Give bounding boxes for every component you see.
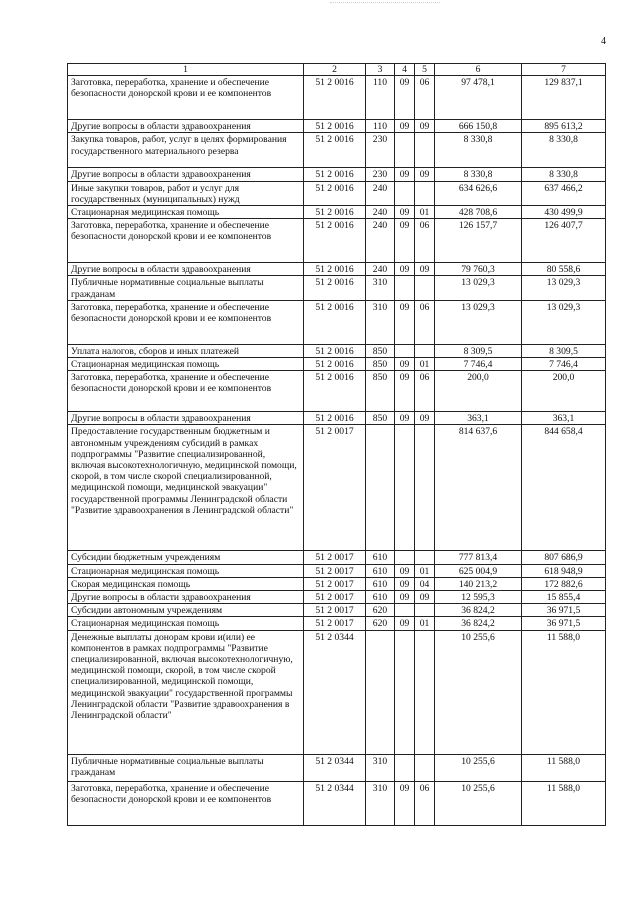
table-row xyxy=(68,754,606,781)
expense-type-code: 240 xyxy=(366,181,395,205)
subsection-code: 09 xyxy=(415,591,435,604)
subsection-code xyxy=(415,551,435,564)
subsection-code xyxy=(415,133,435,168)
subsection-code: 01 xyxy=(415,564,435,577)
amount-year-2: 15 855,4 xyxy=(522,591,606,604)
expense-type-code: 240 xyxy=(366,219,395,263)
row-name: Заготовка, переработка, хранение и обеспечение безопасности донорской крови и ее компонентов xyxy=(68,371,304,412)
row-name: Стационарная медицинская помощь xyxy=(68,358,304,371)
section-code xyxy=(395,425,415,551)
table-row xyxy=(68,263,606,276)
amount-year-2: 11 588,0 xyxy=(522,630,606,754)
section-code: 09 xyxy=(395,564,415,577)
section-code: 09 xyxy=(395,412,415,425)
header-col-4: 4 xyxy=(395,64,415,76)
target-article-code: 51 2 0017 xyxy=(304,551,366,564)
expense-type-code: 610 xyxy=(366,577,395,590)
section-code xyxy=(395,181,415,205)
section-code: 09 xyxy=(395,577,415,590)
section-code: 09 xyxy=(395,358,415,371)
amount-year-2: 430 499,9 xyxy=(522,206,606,219)
amount-year-2: 8 309,5 xyxy=(522,344,606,357)
amount-year-2: 36 971,5 xyxy=(522,617,606,630)
subsection-code: 06 xyxy=(415,76,435,120)
table-row xyxy=(68,604,606,617)
amount-year-1: 363,1 xyxy=(435,412,522,425)
amount-year-1: 7 746,4 xyxy=(435,358,522,371)
row-name: Стационарная медицинская помощь xyxy=(68,206,304,219)
expense-type-code: 620 xyxy=(366,617,395,630)
subsection-code: 01 xyxy=(415,206,435,219)
expense-type-code: 230 xyxy=(366,133,395,168)
amount-year-2: 11 588,0 xyxy=(522,781,606,825)
amount-year-2: 618 948,9 xyxy=(522,564,606,577)
row-name: Субсидии автономным учреждениям xyxy=(68,604,304,617)
amount-year-1: 634 626,6 xyxy=(435,181,522,205)
amount-year-1: 200,0 xyxy=(435,371,522,412)
subsection-code: 06 xyxy=(415,300,435,344)
table-row xyxy=(68,617,606,630)
section-code: 09 xyxy=(395,168,415,181)
target-article-code: 51 2 0016 xyxy=(304,371,366,412)
subsection-code: 09 xyxy=(415,412,435,425)
target-article-code: 51 2 0017 xyxy=(304,604,366,617)
target-article-code: 51 2 0016 xyxy=(304,219,366,263)
subsection-code xyxy=(415,425,435,551)
expense-type-code xyxy=(366,630,395,754)
amount-year-1: 428 708,6 xyxy=(435,206,522,219)
target-article-code: 51 2 0016 xyxy=(304,300,366,344)
amount-year-1: 10 255,6 xyxy=(435,630,522,754)
table-row xyxy=(68,591,606,604)
target-article-code: 51 2 0016 xyxy=(304,76,366,120)
amount-year-2: 895 613,2 xyxy=(522,120,606,133)
amount-year-2: 126 407,7 xyxy=(522,219,606,263)
amount-year-1: 8 330,8 xyxy=(435,168,522,181)
table-row xyxy=(68,564,606,577)
row-name: Публичные нормативные социальные выплаты гражданам xyxy=(68,754,304,781)
table-row xyxy=(68,630,606,754)
row-name: Скорая медицинская помощь xyxy=(68,577,304,590)
subsection-code xyxy=(415,630,435,754)
section-code: 09 xyxy=(395,206,415,219)
amount-year-1: 10 255,6 xyxy=(435,781,522,825)
table-row xyxy=(68,371,606,412)
row-name: Иные закупки товаров, работ и услуг для государственных (муниципальных) нужд xyxy=(68,181,304,205)
target-article-code: 51 2 0016 xyxy=(304,358,366,371)
header-col-2: 2 xyxy=(304,64,366,76)
subsection-code xyxy=(415,604,435,617)
amount-year-2: 80 558,6 xyxy=(522,263,606,276)
table-row xyxy=(68,76,606,120)
subsection-code: 01 xyxy=(415,358,435,371)
amount-year-2: 7 746,4 xyxy=(522,358,606,371)
section-code xyxy=(395,133,415,168)
section-code xyxy=(395,604,415,617)
table-row xyxy=(68,781,606,825)
header-col-1: 1 xyxy=(68,64,304,76)
table-row xyxy=(68,133,606,168)
row-name: Заготовка, переработка, хранение и обеспечение безопасности донорской крови и ее компонентов xyxy=(68,300,304,344)
table-row xyxy=(68,181,606,205)
row-name: Другие вопросы в области здравоохранения xyxy=(68,412,304,425)
header-col-5: 5 xyxy=(415,64,435,76)
header-col-3: 3 xyxy=(366,64,395,76)
row-name: Уплата налогов, сборов и иных платежей xyxy=(68,344,304,357)
table-row xyxy=(68,344,606,357)
subsection-code xyxy=(415,754,435,781)
amount-year-1: 8 330,8 xyxy=(435,133,522,168)
target-article-code: 51 2 0017 xyxy=(304,425,366,551)
subsection-code: 01 xyxy=(415,617,435,630)
table-row xyxy=(68,551,606,564)
section-code: 09 xyxy=(395,591,415,604)
row-name: Заготовка, переработка, хранение и обеспечение безопасности донорской крови и ее компонентов xyxy=(68,219,304,263)
expense-type-code: 850 xyxy=(366,358,395,371)
amount-year-2: 172 882,6 xyxy=(522,577,606,590)
expense-type-code: 850 xyxy=(366,344,395,357)
amount-year-2: 807 686,9 xyxy=(522,551,606,564)
amount-year-1: 140 213,2 xyxy=(435,577,522,590)
scan-artifact xyxy=(330,2,440,5)
target-article-code: 51 2 0016 xyxy=(304,133,366,168)
target-article-code: 51 2 0016 xyxy=(304,263,366,276)
target-article-code: 51 2 0017 xyxy=(304,577,366,590)
target-article-code: 51 2 0017 xyxy=(304,617,366,630)
amount-year-1: 126 157,7 xyxy=(435,219,522,263)
row-name: Другие вопросы в области здравоохранения xyxy=(68,591,304,604)
amount-year-1: 666 150,8 xyxy=(435,120,522,133)
amount-year-1: 625 004,9 xyxy=(435,564,522,577)
row-name: Заготовка, переработка, хранение и обеспечение безопасности донорской крови и ее компонентов xyxy=(68,76,304,120)
expense-type-code: 110 xyxy=(366,120,395,133)
amount-year-1: 13 029,3 xyxy=(435,276,522,300)
expense-type-code: 110 xyxy=(366,76,395,120)
target-article-code: 51 2 0016 xyxy=(304,276,366,300)
amount-year-1: 13 029,3 xyxy=(435,300,522,344)
section-code: 09 xyxy=(395,263,415,276)
row-name: Закупка товаров, работ, услуг в целях формирования государственного материального резерва xyxy=(68,133,304,168)
amount-year-2: 129 837,1 xyxy=(522,76,606,120)
subsection-code: 09 xyxy=(415,120,435,133)
section-code: 09 xyxy=(395,120,415,133)
expense-type-code: 610 xyxy=(366,564,395,577)
amount-year-2: 200,0 xyxy=(522,371,606,412)
section-code xyxy=(395,344,415,357)
section-code: 09 xyxy=(395,781,415,825)
expense-type-code: 240 xyxy=(366,263,395,276)
table-row xyxy=(68,300,606,344)
amount-year-2: 13 029,3 xyxy=(522,300,606,344)
expense-type-code: 310 xyxy=(366,300,395,344)
subsection-code xyxy=(415,276,435,300)
subsection-code: 09 xyxy=(415,263,435,276)
subsection-code: 06 xyxy=(415,371,435,412)
section-code xyxy=(395,551,415,564)
amount-year-1: 36 824,2 xyxy=(435,617,522,630)
target-article-code: 51 2 0017 xyxy=(304,591,366,604)
amount-year-1: 10 255,6 xyxy=(435,754,522,781)
amount-year-2: 844 658,4 xyxy=(522,425,606,551)
subsection-code: 09 xyxy=(415,168,435,181)
row-name: Субсидии бюджетным учреждениям xyxy=(68,551,304,564)
row-name: Предоставление государственным бюджетным и автономным учреждениям субсидий в рамках подпрограммы "Развитие специализированной, включая высокотехнологичную, медицинской помощи, скорой, в том числе скорой специализированной, медицинской помощи, медицинской эвакуации" государственной программы Ленинградской области "Развитие здравоохранения в Ленинградской области" xyxy=(68,425,304,551)
expense-type-code: 240 xyxy=(366,206,395,219)
expense-type-code: 850 xyxy=(366,371,395,412)
table-row xyxy=(68,120,606,133)
expense-type-code: 610 xyxy=(366,551,395,564)
budget-table xyxy=(67,63,606,826)
section-code xyxy=(395,276,415,300)
amount-year-1: 8 309,5 xyxy=(435,344,522,357)
table-row xyxy=(68,577,606,590)
section-code: 09 xyxy=(395,219,415,263)
subsection-code: 06 xyxy=(415,219,435,263)
amount-year-2: 13 029,3 xyxy=(522,276,606,300)
amount-year-2: 363,1 xyxy=(522,412,606,425)
row-name: Публичные нормативные социальные выплаты гражданам xyxy=(68,276,304,300)
amount-year-1: 814 637,6 xyxy=(435,425,522,551)
expense-type-code: 310 xyxy=(366,754,395,781)
expense-type-code: 850 xyxy=(366,412,395,425)
table-row xyxy=(68,219,606,263)
amount-year-2: 637 466,2 xyxy=(522,181,606,205)
section-code xyxy=(395,754,415,781)
target-article-code: 51 2 0016 xyxy=(304,412,366,425)
table-row xyxy=(68,206,606,219)
target-article-code: 51 2 0016 xyxy=(304,168,366,181)
subsection-code: 06 xyxy=(415,781,435,825)
expense-type-code: 620 xyxy=(366,604,395,617)
row-name: Другие вопросы в области здравоохранения xyxy=(68,168,304,181)
section-code xyxy=(395,630,415,754)
row-name: Стационарная медицинская помощь xyxy=(68,617,304,630)
amount-year-2: 8 330,8 xyxy=(522,168,606,181)
section-code: 09 xyxy=(395,371,415,412)
row-name: Денежные выплаты донорам крови и(или) ее компонентов в рамках подпрограммы "Развитие специализированной, включая высокотехнологичную, медицинской помощи, скорой, в том числе скорой специализированной, медицинской помощи, медицинской эвакуации" государственной программы Ленинградской области "Развитие здравоохранения в Ленинградской области" xyxy=(68,630,304,754)
expense-type-code: 310 xyxy=(366,276,395,300)
table-row xyxy=(68,168,606,181)
expense-type-code xyxy=(366,425,395,551)
amount-year-1: 12 595,3 xyxy=(435,591,522,604)
target-article-code: 51 2 0016 xyxy=(304,344,366,357)
row-name: Стационарная медицинская помощь xyxy=(68,564,304,577)
table-row xyxy=(68,412,606,425)
amount-year-1: 36 824,2 xyxy=(435,604,522,617)
target-article-code: 51 2 0016 xyxy=(304,206,366,219)
table-body xyxy=(68,76,606,825)
expense-type-code: 610 xyxy=(366,591,395,604)
amount-year-2: 11 588,0 xyxy=(522,754,606,781)
target-article-code: 51 2 0016 xyxy=(304,181,366,205)
expense-type-code: 310 xyxy=(366,781,395,825)
table-row xyxy=(68,358,606,371)
subsection-code xyxy=(415,344,435,357)
target-article-code: 51 2 0344 xyxy=(304,781,366,825)
amount-year-2: 36 971,5 xyxy=(522,604,606,617)
row-name: Другие вопросы в области здравоохранения xyxy=(68,120,304,133)
header-col-6: 6 xyxy=(435,64,522,76)
section-code: 09 xyxy=(395,617,415,630)
subsection-code xyxy=(415,181,435,205)
header-col-7: 7 xyxy=(522,64,606,76)
target-article-code: 51 2 0016 xyxy=(304,120,366,133)
table-row xyxy=(68,425,606,551)
amount-year-1: 97 478,1 xyxy=(435,76,522,120)
amount-year-1: 79 760,3 xyxy=(435,263,522,276)
table-row xyxy=(68,276,606,300)
row-name: Другие вопросы в области здравоохранения xyxy=(68,263,304,276)
header-row xyxy=(68,64,606,76)
section-code: 09 xyxy=(395,76,415,120)
expense-type-code: 230 xyxy=(366,168,395,181)
target-article-code: 51 2 0344 xyxy=(304,754,366,781)
amount-year-2: 8 330,8 xyxy=(522,133,606,168)
subsection-code: 04 xyxy=(415,577,435,590)
row-name: Заготовка, переработка, хранение и обеспечение безопасности донорской крови и ее компонентов xyxy=(68,781,304,825)
target-article-code: 51 2 0344 xyxy=(304,630,366,754)
page-number: 4 xyxy=(601,36,606,47)
target-article-code: 51 2 0017 xyxy=(304,564,366,577)
amount-year-1: 777 813,4 xyxy=(435,551,522,564)
section-code: 09 xyxy=(395,300,415,344)
